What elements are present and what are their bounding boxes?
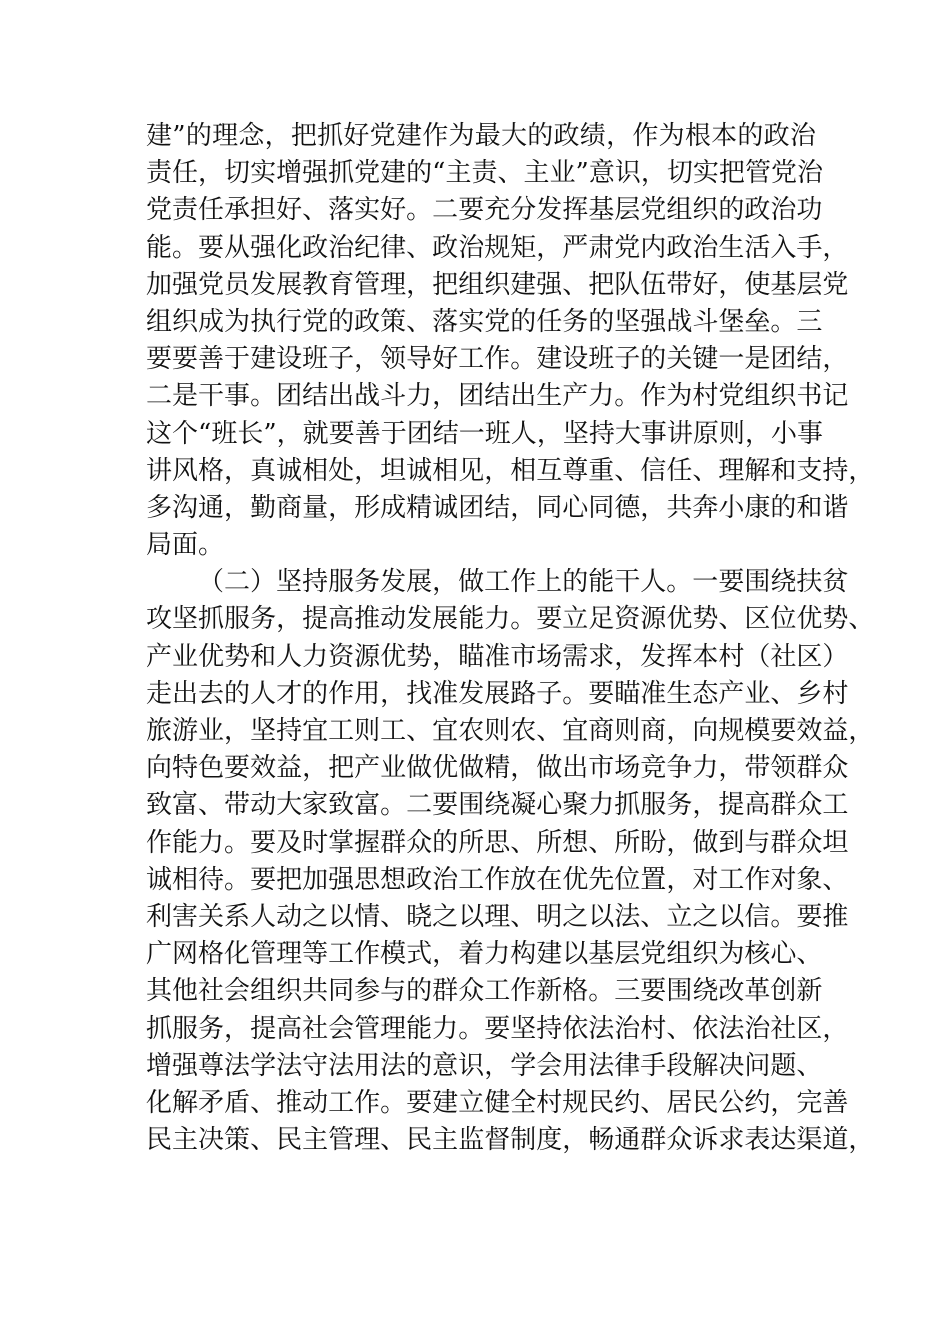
text-line: 利 害 关 系 人 动 之 以 情 、 晓 之 以 理 、 明 之 以 法 、 立 之 以 信 。 要 推 [146,901,849,932]
text-line: 化 解 矛 盾 、 推 动 工 作 。 要 建 立 健 全 村 规 民 约 、 居 民 公 约 ， 完 善 [146,1087,849,1118]
text-line-last: 局面。 [146,530,225,561]
text-line: 民 主 决 策 、 民 主 管 理 、 民 主 监 督 制 度 ， 畅 通 群 众 诉 求 表 达 渠 道 ， [146,1125,875,1156]
text-line: 二 是 干 事 。 团 结 出 战 斗 力 ， 团 结 出 生 产 力 。 作 为 村 党 组 织 书 记 [146,381,849,412]
text-line: 能 。 要 从 强 化 政 治 纪 律 、 政 治 规 矩 ， 严 肃 党 内 政 治 生 活 入 手 ， [146,232,849,263]
text-line: 产 业 优 势 和 人 力 资 源 优 势 ， 瞄 准 市 场 需 求 ， 发 挥 本 村 （ 社 区 ） [146,641,849,672]
text-line: 讲 风 格 ， 真 诚 相 处 ， 坦 诚 相 见 ， 相 互 尊 重 、 信 任 、 理 解 和 支 持 ， [146,455,875,486]
text-line: 作 能 力 。 要 及 时 掌 握 群 众 的 所 思 、 所 想 、 所 盼 ， 做 到 与 群 众 坦 [146,827,849,858]
text-line: 加 强 党 员 发 展 教 育 管 理 ， 把 组 织 建 强 、 把 队 伍 带 好 ， 使 基 层 党 [146,269,849,300]
text-line: 增 强 尊 法 学 法 守 法 用 法 的 意 识 ， 学 会 用 法 律 手 段 解 决 问 题 、 [146,1050,823,1081]
text-line: 抓 服 务 ， 提 高 社 会 管 理 能 力 。 要 坚 持 依 法 治 村 、 依 法 治 社 区 ， [146,1013,849,1044]
text-line: 这 个 “ 班 长 ” ， 就 要 善 于 团 结 一 班 人 ， 坚 持 大 事 讲 原 则 ， 小 事 [146,418,823,449]
body-text [146,118,875,1159]
text-line: 党 责 任 承 担 好 、 落 实 好 。 二 要 充 分 发 挥 基 层 党 组 织 的 政 治 功 [146,195,823,226]
text-line: 攻 坚 抓 服 务 ， 提 高 推 动 发 展 能 力 。 要 立 足 资 源 优 势 、 区 位 优 势 、 [146,604,875,635]
text-line: 向 特 色 要 效 益 ， 把 产 业 做 优 做 精 ， 做 出 市 场 竞 争 力 ， 带 领 群 众 [146,753,849,784]
text-line: 责 任 ， 切 实 增 强 抓 党 建 的 “ 主 责 、 主 业 ” 意 识 ， 切 实 把 管 党 治 [146,158,823,189]
paragraph-heading-line: （ 二 ） 坚 持 服 务 发 展 ， 做 工 作 上 的 能 干 人 。 一 要 围 绕 扶 贫 [198,567,849,598]
text-line: 诚 相 待 。 要 把 加 强 思 想 政 治 工 作 放 在 优 先 位 置 ， 对 工 作 对 象 、 [146,864,849,895]
text-line: 要 要 善 于 建 设 班 子 ， 领 导 好 工 作 。 建 设 班 子 的 关 键 一 是 团 结 ， [146,344,849,375]
text-line: 广 网 格 化 管 理 等 工 作 模 式 ， 着 力 构 建 以 基 层 党 组 织 为 核 心 、 [146,939,823,970]
text-line: 组 织 成 为 执 行 党 的 政 策 、 落 实 党 的 任 务 的 坚 强 战 斗 堡 垒 。 三 [146,306,823,337]
text-line: 致 富 、 带 动 大 家 致 富 。 二 要 围 绕 凝 心 聚 力 抓 服 务 ， 提 高 群 众 工 [146,790,849,821]
text-line: 旅 游 业 ， 坚 持 宜 工 则 工 、 宜 农 则 农 、 宜 商 则 商 ， 向 规 模 要 效 益 ， [146,716,875,746]
text-line: 多 沟 通 ， 勤 商 量 ， 形 成 精 诚 团 结 ， 同 心 同 德 ， 共 奔 小 康 的 和 谐 [146,492,849,523]
text-line: 建 ” 的 理 念 ， 把 抓 好 党 建 作 为 最 大 的 政 绩 ， 作 为 根 本 的 政 治 [146,121,816,151]
text-line: 其 他 社 会 组 织 共 同 参 与 的 群 众 工 作 新 格 。 三 要 围 绕 改 革 创 新 [146,976,823,1007]
text-line: 走 出 去 的 人 才 的 作 用 ， 找 准 发 展 路 子 。 要 瞄 准 生 态 产 业 、 乡 村 [146,678,849,709]
